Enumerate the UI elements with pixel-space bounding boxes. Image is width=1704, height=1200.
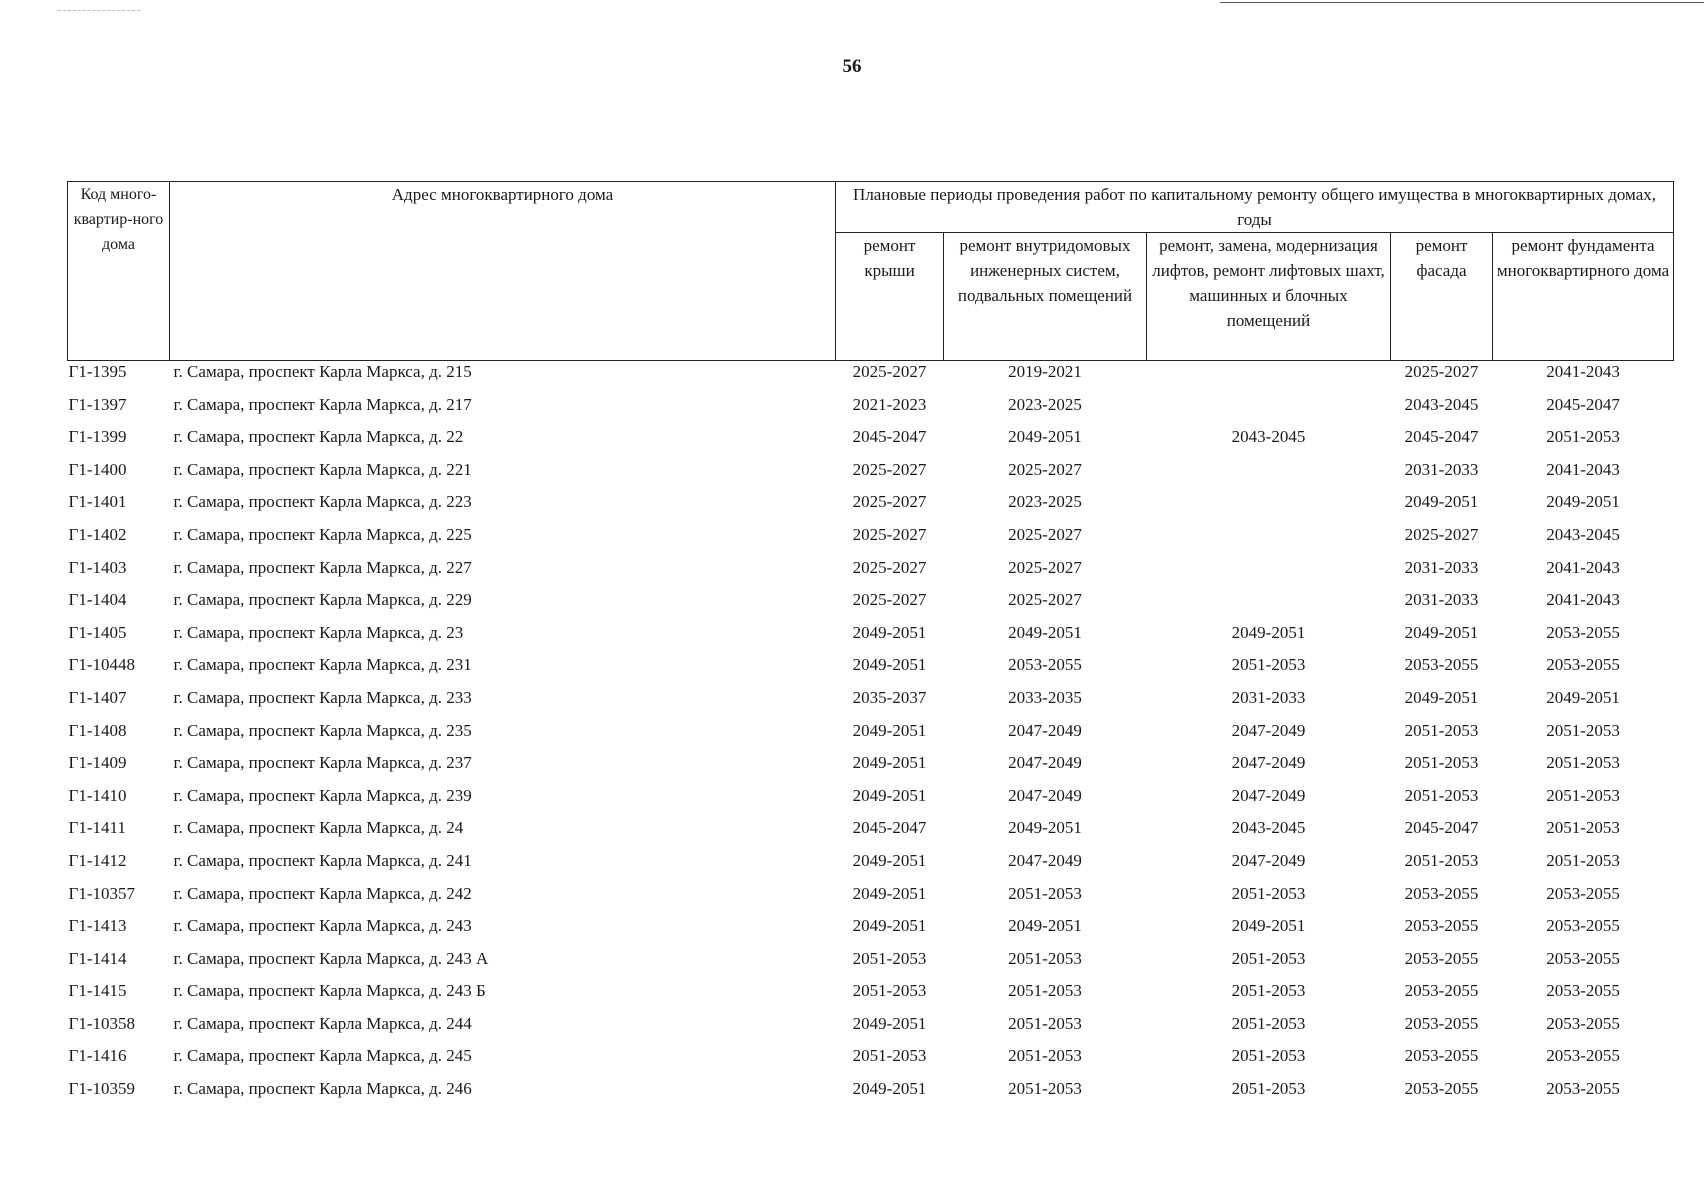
cell-facade: 2031-2033: [1404, 590, 1479, 610]
header-facade: ремонт фасада: [1391, 233, 1493, 361]
cell-engineering: 2051-2053: [1008, 1013, 1082, 1033]
header-engineering: ремонт внутридомовых инженерных систем, подвальных помещений: [944, 233, 1147, 361]
cell-address: г. Самара, проспект Карла Маркса, д. 217: [173, 394, 472, 414]
cell-lifts: 2051-2053: [1231, 948, 1306, 968]
scan-top-rule: [1220, 2, 1704, 3]
cell-foundation: 2045-2047: [1546, 394, 1620, 414]
cell-foundation: 2041-2043: [1546, 557, 1620, 577]
cell-facade: 2053-2055: [1404, 655, 1479, 675]
cell-address: г. Самара, проспект Карла Маркса, д. 243: [173, 916, 472, 936]
cell-roof: 2049-2051: [852, 720, 927, 740]
cell-roof: 2049-2051: [852, 883, 927, 903]
cell-facade: 2051-2053: [1404, 785, 1479, 805]
cell-facade: 2025-2027: [1404, 524, 1479, 544]
cell-address: г. Самара, проспект Карла Маркса, д. 215: [173, 362, 472, 381]
cell-roof: 2035-2037: [852, 687, 927, 707]
cell-engineering: 2023-2025: [1008, 492, 1082, 512]
cell-lifts: 2043-2045: [1231, 427, 1306, 447]
cell-engineering: 2025-2027: [1008, 557, 1082, 577]
cell-lifts: [1147, 394, 1391, 427]
cell-address: г. Самара, проспект Карла Маркса, д. 244: [173, 1013, 472, 1033]
cell-engineering: 2047-2049: [1008, 850, 1082, 870]
cell-lifts: [1147, 361, 1391, 394]
cell-foundation: 2053-2055: [1546, 883, 1620, 903]
cell-address: г. Самара, проспект Карла Маркса, д. 245: [173, 1046, 472, 1066]
cell-address: г. Самара, проспект Карла Маркса, д. 233: [173, 687, 472, 707]
cell-address: г. Самара, проспект Карла Маркса, д. 227: [173, 557, 472, 577]
cell-facade: 2053-2055: [1404, 1046, 1479, 1066]
cell-lifts: 2047-2049: [1231, 753, 1306, 773]
cell-engineering: 2051-2053: [1008, 1046, 1082, 1066]
cell-roof: 2049-2051: [852, 1013, 927, 1033]
cell-lifts: 2051-2053: [1231, 1046, 1306, 1066]
cell-facade: 2051-2053: [1404, 850, 1479, 870]
page-number: 56: [842, 56, 862, 77]
cell-foundation: 2049-2051: [1546, 687, 1620, 707]
cell-engineering: 2049-2051: [1008, 818, 1082, 838]
cell-facade: 2053-2055: [1404, 981, 1479, 1001]
cell-engineering: 2023-2025: [1008, 394, 1082, 414]
header-foundation: ремонт фундамента многоквартирного дома: [1493, 233, 1674, 361]
cell-roof: 2025-2027: [852, 524, 927, 544]
cell-address: г. Самара, проспект Карла Маркса, д. 243 А: [173, 948, 489, 968]
cell-code: Г1-1403: [68, 557, 127, 577]
table-row: [68, 1078, 1674, 1111]
cell-code: Г1-1404: [68, 590, 127, 610]
cell-roof: 2049-2051: [852, 1079, 927, 1099]
cell-roof: 2049-2051: [852, 753, 927, 773]
cell-lifts: 2051-2053: [1231, 1079, 1306, 1099]
cell-code: Г1-1411: [68, 818, 126, 838]
cell-engineering: 2025-2027: [1008, 590, 1082, 610]
cell-foundation: 2051-2053: [1546, 850, 1620, 870]
cell-roof: 2049-2051: [852, 655, 927, 675]
cell-address: г. Самара, проспект Карла Маркса, д. 22: [173, 427, 464, 447]
cell-lifts: 2051-2053: [1231, 981, 1306, 1001]
cell-lifts: [1147, 524, 1391, 557]
table-row: [68, 980, 1674, 1013]
cell-address: г. Самара, проспект Карла Маркса, д. 24: [173, 818, 464, 838]
header-lifts: ремонт, замена, модернизация лифтов, ремонт лифтовых шахт, машинных и блочных помещений: [1147, 233, 1391, 361]
cell-foundation: 2041-2043: [1546, 362, 1620, 381]
cell-roof: 2045-2047: [852, 427, 927, 447]
cell-roof: 2025-2027: [852, 362, 927, 381]
cell-facade: 2031-2033: [1404, 557, 1479, 577]
cell-lifts: 2051-2053: [1231, 655, 1306, 675]
cell-engineering: 2047-2049: [1008, 720, 1082, 740]
cell-lifts: 2031-2033: [1231, 687, 1306, 707]
cell-lifts: [1147, 557, 1391, 590]
cell-roof: 2021-2023: [852, 394, 927, 414]
cell-foundation: 2053-2055: [1546, 655, 1620, 675]
cell-foundation: 2051-2053: [1546, 753, 1620, 773]
table-row: [68, 720, 1674, 753]
cell-roof: 2045-2047: [852, 818, 927, 838]
scan-top-mark: [58, 10, 140, 11]
cell-address: г. Самара, проспект Карла Маркса, д. 241: [173, 850, 472, 870]
table-row: [68, 1013, 1674, 1046]
cell-address: г. Самара, проспект Карла Маркса, д. 242: [173, 883, 472, 903]
cell-facade: 2025-2027: [1404, 362, 1479, 381]
cell-engineering: 2033-2035: [1008, 687, 1082, 707]
cell-engineering: 2051-2053: [1008, 981, 1082, 1001]
cell-engineering: 2049-2051: [1008, 427, 1082, 447]
table-row: [68, 622, 1674, 655]
repair-schedule-table: [67, 181, 1674, 1111]
cell-roof: 2051-2053: [852, 1046, 927, 1066]
cell-roof: 2049-2051: [852, 622, 927, 642]
cell-roof: 2025-2027: [852, 459, 927, 479]
cell-code: Г1-1413: [68, 916, 127, 936]
cell-foundation: 2051-2053: [1546, 720, 1620, 740]
cell-address: г. Самара, проспект Карла Маркса, д. 223: [173, 492, 472, 512]
cell-facade: 2053-2055: [1404, 1079, 1479, 1099]
table-row: [68, 948, 1674, 981]
cell-facade: 2045-2047: [1404, 818, 1479, 838]
table-row: [68, 557, 1674, 590]
cell-facade: 2049-2051: [1404, 622, 1479, 642]
cell-engineering: 2049-2051: [1008, 622, 1082, 642]
cell-foundation: 2053-2055: [1546, 1013, 1620, 1033]
cell-facade: 2053-2055: [1404, 883, 1479, 903]
cell-engineering: 2019-2021: [1008, 362, 1082, 381]
cell-facade: 2053-2055: [1404, 916, 1479, 936]
cell-code: Г1-1407: [68, 687, 127, 707]
cell-code: Г1-10448: [68, 655, 135, 675]
cell-lifts: [1147, 589, 1391, 622]
cell-address: г. Самара, проспект Карла Маркса, д. 235: [173, 720, 472, 740]
cell-engineering: 2047-2049: [1008, 785, 1082, 805]
cell-code: Г1-1412: [68, 850, 127, 870]
cell-code: Г1-1402: [68, 524, 127, 544]
cell-lifts: 2043-2045: [1231, 818, 1306, 838]
cell-roof: 2025-2027: [852, 492, 927, 512]
cell-engineering: 2047-2049: [1008, 753, 1082, 773]
table-row: [68, 883, 1674, 916]
table-row: [68, 654, 1674, 687]
cell-lifts: [1147, 459, 1391, 492]
cell-address: г. Самара, проспект Карла Маркса, д. 231: [173, 655, 472, 675]
table-row: [68, 361, 1674, 394]
cell-facade: 2043-2045: [1404, 394, 1479, 414]
cell-facade: 2049-2051: [1404, 492, 1479, 512]
cell-foundation: 2053-2055: [1546, 948, 1620, 968]
cell-address: г. Самара, проспект Карла Маркса, д. 237: [173, 753, 472, 773]
cell-code: Г1-1414: [68, 948, 127, 968]
cell-lifts: 2047-2049: [1231, 720, 1306, 740]
cell-roof: 2051-2053: [852, 948, 927, 968]
cell-code: Г1-10359: [68, 1079, 135, 1099]
cell-address: г. Самара, проспект Карла Маркса, д. 23: [173, 622, 464, 642]
cell-code: Г1-10358: [68, 1013, 135, 1033]
cell-foundation: 2051-2053: [1546, 818, 1620, 838]
table-body: [68, 361, 1674, 1111]
cell-roof: 2025-2027: [852, 557, 927, 577]
header-code: Код много-квартир-ного дома: [68, 182, 170, 361]
cell-engineering: 2053-2055: [1008, 655, 1082, 675]
cell-code: Г1-1401: [68, 492, 127, 512]
cell-address: г. Самара, проспект Карла Маркса, д. 221: [173, 459, 472, 479]
cell-lifts: 2047-2049: [1231, 785, 1306, 805]
cell-facade: 2045-2047: [1404, 427, 1479, 447]
cell-address: г. Самара, проспект Карла Маркса, д. 225: [173, 524, 472, 544]
cell-foundation: 2053-2055: [1546, 622, 1620, 642]
cell-lifts: 2047-2049: [1231, 850, 1306, 870]
cell-engineering: 2051-2053: [1008, 883, 1082, 903]
cell-engineering: 2025-2027: [1008, 524, 1082, 544]
cell-roof: 2025-2027: [852, 590, 927, 610]
cell-foundation: 2041-2043: [1546, 459, 1620, 479]
cell-address: г. Самара, проспект Карла Маркса, д. 229: [173, 590, 472, 610]
table-row: [68, 491, 1674, 524]
cell-facade: 2053-2055: [1404, 1013, 1479, 1033]
cell-facade: 2051-2053: [1404, 753, 1479, 773]
table-row: [68, 1045, 1674, 1078]
cell-address: г. Самара, проспект Карла Маркса, д. 239: [173, 785, 472, 805]
table-row: [68, 817, 1674, 850]
table-row: [68, 426, 1674, 459]
cell-code: Г1-1410: [68, 785, 127, 805]
cell-roof: 2051-2053: [852, 981, 927, 1001]
cell-foundation: 2041-2043: [1546, 590, 1620, 610]
cell-code: Г1-1399: [68, 427, 127, 447]
cell-address: г. Самара, проспект Карла Маркса, д. 246: [173, 1079, 472, 1099]
cell-foundation: 2051-2053: [1546, 427, 1620, 447]
cell-foundation: 2043-2045: [1546, 524, 1620, 544]
table-row: [68, 524, 1674, 557]
cell-roof: 2049-2051: [852, 785, 927, 805]
table-header: [68, 182, 1674, 361]
cell-foundation: 2051-2053: [1546, 785, 1620, 805]
cell-code: Г1-1409: [68, 753, 127, 773]
cell-address: г. Самара, проспект Карла Маркса, д. 243 Б: [173, 981, 486, 1001]
cell-foundation: 2053-2055: [1546, 1046, 1620, 1066]
cell-lifts: 2049-2051: [1231, 916, 1306, 936]
cell-roof: 2049-2051: [852, 850, 927, 870]
cell-engineering: 2049-2051: [1008, 916, 1082, 936]
cell-code: Г1-1405: [68, 622, 127, 642]
cell-facade: 2031-2033: [1404, 459, 1479, 479]
cell-foundation: 2049-2051: [1546, 492, 1620, 512]
cell-foundation: 2053-2055: [1546, 981, 1620, 1001]
header-roof: ремонт крыши: [836, 233, 944, 361]
cell-engineering: 2051-2053: [1008, 1079, 1082, 1099]
cell-lifts: [1147, 491, 1391, 524]
cell-roof: 2049-2051: [852, 916, 927, 936]
table-row: [68, 915, 1674, 948]
cell-foundation: 2053-2055: [1546, 1079, 1620, 1099]
cell-code: Г1-10357: [68, 883, 135, 903]
header-address: Адрес многоквартирного дома: [170, 182, 836, 361]
cell-code: Г1-1400: [68, 459, 127, 479]
table-row: [68, 752, 1674, 785]
cell-code: Г1-1395: [68, 362, 127, 381]
cell-code: Г1-1408: [68, 720, 127, 740]
cell-facade: 2049-2051: [1404, 687, 1479, 707]
cell-code: Г1-1415: [68, 981, 127, 1001]
cell-lifts: 2051-2053: [1231, 883, 1306, 903]
cell-code: Г1-1416: [68, 1046, 127, 1066]
cell-lifts: 2049-2051: [1231, 622, 1306, 642]
cell-foundation: 2053-2055: [1546, 916, 1620, 936]
table-row: [68, 785, 1674, 818]
table-row: [68, 687, 1674, 720]
cell-code: Г1-1397: [68, 394, 127, 414]
cell-lifts: 2051-2053: [1231, 1013, 1306, 1033]
table-row: [68, 589, 1674, 622]
cell-engineering: 2051-2053: [1008, 948, 1082, 968]
cell-facade: 2051-2053: [1404, 720, 1479, 740]
header-planned-periods: Плановые периоды проведения работ по капитальному ремонту общего имущества в многоквартирных домах, годы: [836, 182, 1674, 233]
table-row: [68, 459, 1674, 492]
table-row: [68, 394, 1674, 427]
cell-engineering: 2025-2027: [1008, 459, 1082, 479]
cell-facade: 2053-2055: [1404, 948, 1479, 968]
table-row: [68, 850, 1674, 883]
